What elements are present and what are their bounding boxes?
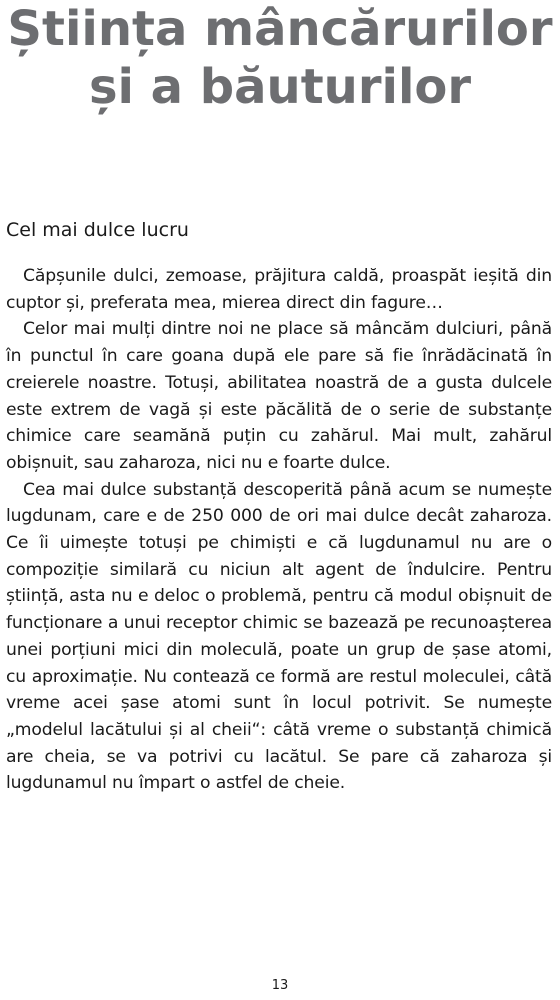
page-title: Știința mâncărurilor și a băuturilor — [7, 1, 553, 115]
paragraph: Cea mai dulce substanță descoperită până acum se numește lugdunam, care e de 250 000 de ori mai dulce decât zaharoza. Ce îi uimește totuși pe chimiști e că lugdunamul nu are o compoziție similară cu niciun alt agent de îndulcire. Pentru știință, asta nu e deloc o problemă, pentru că modul obișnuit de funcționare a unui receptor chimic se bazează pe recunoașterea unei porțiuni mici din moleculă, poate un grup de șase atomi, cu aproximație. Nu contează ce formă are restul moleculei, câtă vreme acei șase atomi sunt în locul potrivit. Se numește „modelul lacătului și al cheii“: câtă vreme o substanță chimică are cheia, se va potrivi cu lacătul. Se pare că zaharoza și lugdunamul nu împart o astfel de cheie. — [6, 479, 552, 794]
section-heading: Cel mai dulce lucru — [6, 219, 189, 241]
paragraph: Celor mai mulți dintre noi ne place să mâncăm dulciuri, până în punctul în care goana după ele pare să fie înrădăcinată în creierele noastre. Totuși, abilitatea noastră de a gusta dulcele este extrem de vagă și este păcălită de o serie de substanțe chimice care seamănă puțin cu zahărul. Mai mult, zahărul obișnuit, sau zaharoza, nici nu e foarte dulce. — [6, 319, 552, 473]
page-number: 13 — [271, 978, 289, 993]
paragraph: Căpșunile dulci, zemoase, prăjitura caldă, proaspăt ieșită din cuptor și, preferata mea, mierea direct din fagure… — [6, 266, 552, 313]
body-text — [6, 263, 552, 797]
